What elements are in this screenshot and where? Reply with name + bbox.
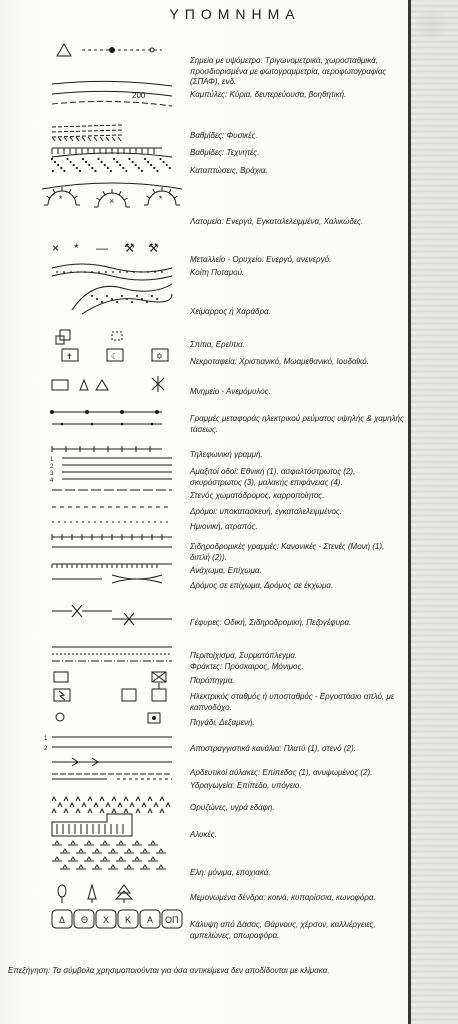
gravel-dot [98, 271, 100, 273]
monument-symbol [80, 380, 88, 390]
legend-symbol-marsh [52, 845, 182, 881]
rock-dot [125, 170, 127, 172]
gravel-dot [151, 295, 153, 297]
conifer-tree [116, 885, 132, 899]
marsh-tuft [143, 849, 147, 852]
wetland-tuft [76, 809, 80, 813]
wetland-tuft [124, 809, 128, 813]
obelisk-symbol [96, 380, 108, 390]
legend-label: Αποστραγγιστικά κανάλια: Πλατύ (1), στενό (2). [190, 744, 356, 753]
gravel-dot [96, 298, 98, 300]
marsh-tuft [111, 865, 115, 868]
quarry-tick [119, 191, 121, 194]
gravel-dot [56, 271, 58, 273]
legend-label: Νεκροταφεία: Χριστιανικό, Μωαμεθανικό, Ιουδαϊκό. [190, 357, 369, 366]
legend-label: Λατομεία: Ενεργά, Εγκαταλελειμμένα, Χαλικώδες. [190, 217, 364, 226]
gravel-dot [91, 295, 93, 297]
legend-symbol-torrent [52, 280, 182, 316]
quarry-tick [174, 196, 177, 198]
hachure [88, 137, 91, 141]
marsh-tuft [151, 857, 155, 860]
legend-label: Χείμαρρος ή Χαράδρα. [190, 307, 271, 316]
cemetery-mark: ✡ [156, 352, 163, 361]
marsh-tuft [111, 849, 115, 852]
natural-step-line [52, 135, 122, 137]
wetland-tuft [166, 803, 170, 807]
rock-dot [166, 164, 168, 166]
hachure [100, 137, 103, 141]
hachure [76, 137, 79, 141]
legend-label: Τηλεφωνική γραμμή. [190, 450, 263, 459]
gravel-dot [161, 271, 163, 273]
wetland-tuft [106, 803, 110, 807]
rock-dot [128, 158, 130, 160]
legend-label: Βαθμίδες: Τεχνητές. [190, 148, 260, 157]
wetland-tuft [112, 809, 116, 813]
hachure [106, 137, 109, 141]
wetland-tuft [130, 803, 134, 807]
legend-label: Ανάχωμα, Επίχωμα. [190, 566, 262, 575]
wetland-tuft [94, 803, 98, 807]
rock-dot [57, 164, 59, 166]
legend-label: Καμπύλες: Κύρια, δευτερεύουσα, βοηθητική. [190, 90, 347, 99]
gravel-dot [156, 298, 158, 300]
rock-dot [169, 167, 171, 169]
mine-symbol: — [96, 241, 108, 255]
index-contour [52, 91, 172, 96]
monument-box [52, 380, 68, 390]
rock-dot [150, 164, 152, 166]
quarry-tick [103, 191, 105, 194]
cover-letter: Δ [59, 915, 66, 925]
wetland-tuft [58, 803, 62, 807]
quarry-tick [153, 189, 155, 192]
rock-dot [79, 170, 81, 172]
hachure [70, 137, 73, 141]
quarry-mark: * [159, 194, 163, 204]
rock-dot [63, 170, 65, 172]
rock-dot [138, 167, 140, 169]
gravel-dot [146, 301, 148, 303]
factory-chimney-symbol [152, 689, 166, 701]
pole [91, 423, 94, 426]
wetland-tuft [112, 797, 116, 801]
cemetery-mark: ✝ [66, 352, 73, 361]
road-index: 4 [50, 478, 54, 484]
marsh-tuft [143, 865, 147, 868]
rock-dot [88, 164, 90, 166]
rock-dot [76, 167, 78, 169]
legend-label: Στενός χωματόδρομος, καρροποίητος. [190, 491, 325, 500]
gravel-dot [140, 271, 142, 273]
quarry-tick [124, 198, 127, 200]
pylon [120, 410, 124, 414]
marsh-tuft [135, 857, 139, 860]
marsh-tuft [95, 865, 99, 868]
gravel-dot [63, 271, 65, 273]
rock-dot [107, 167, 109, 169]
factory-symbol [122, 689, 136, 701]
rock-dot [85, 161, 87, 163]
legend-label: Υδραγωγεία: Επίπεδο, υπόγειο. [190, 781, 302, 790]
rock-dot [70, 161, 72, 163]
common-tree [58, 885, 66, 897]
rock-dot [97, 158, 99, 160]
gravel-dot [131, 301, 133, 303]
road-index: 1 [50, 457, 54, 463]
wetland-tuft [136, 797, 140, 801]
wetland-tuft [88, 809, 92, 813]
rock-dot [82, 158, 84, 160]
road-bridge [52, 605, 112, 617]
cypress-tree [88, 885, 96, 899]
pole [61, 423, 64, 426]
cover-letter: ΟΠ [165, 915, 179, 925]
house-symbol [60, 330, 70, 340]
gravel-dot [126, 298, 128, 300]
marsh-tuft [127, 849, 131, 852]
rock-dot [147, 161, 149, 163]
wetland-tuft [124, 797, 128, 801]
marsh-tuft [71, 857, 75, 860]
rock-dot [52, 170, 54, 172]
marsh-tuft [95, 849, 99, 852]
wetland-tuft [118, 803, 122, 807]
quarry-tick [74, 196, 77, 198]
mine-symbol: ⚒ [148, 241, 159, 255]
wetland-tuft [148, 809, 152, 813]
wetland-tuft [100, 809, 104, 813]
cover-letter: Θ [81, 915, 89, 925]
triangulation-symbol [57, 44, 71, 56]
gravel-dot [112, 271, 114, 273]
marsh-tuft [119, 857, 123, 860]
rock-dot [159, 158, 161, 160]
legend-label: Μεμονωμένα δένδρα: κοινά, κυπαρίσσια, κωνοφόρα. [190, 893, 376, 902]
legend-label: Καταπτώσεις, Βράχια. [190, 166, 268, 175]
legend-symbol-cover [52, 910, 182, 946]
hachure [82, 137, 85, 141]
gravel-dot [147, 271, 149, 273]
quarry-tick [146, 196, 149, 198]
legend-label: Πηγάδι, Δεξαμενή. [190, 718, 255, 727]
riverbank-top [52, 264, 172, 272]
explanatory-note: Επεξήγηση: Τα σύμβολα χρησιμοποιούνται για όσα αντικείμενα δεν αποδίδονται με κλίμακα. [8, 966, 330, 975]
riverbank-bottom [52, 272, 172, 280]
hachure [118, 137, 121, 141]
rock-dot [73, 164, 75, 166]
wetland-tuft [82, 803, 86, 807]
marsh-tuft [159, 865, 163, 868]
rock-dot [116, 161, 118, 163]
rock-dot [101, 161, 103, 163]
marsh-tuft [63, 865, 67, 868]
rock-dot [119, 164, 121, 166]
scan-edge [411, 0, 458, 1024]
wetland-tuft [76, 797, 80, 801]
legend-label: Ημιονική, ατραπός. [190, 522, 258, 531]
wetland-tuft [160, 809, 164, 813]
well-symbol [56, 713, 64, 721]
quarry-mark: × [109, 196, 115, 206]
natural-step-line [52, 130, 122, 132]
wetland-tuft [52, 797, 56, 801]
rock-dot [163, 161, 165, 163]
wetland-tuft [100, 797, 104, 801]
cover-letter: Α [147, 915, 154, 925]
road-in-cutting [112, 575, 162, 583]
contour-value: 200 [132, 91, 146, 100]
rock-dot [132, 161, 134, 163]
gravel-dot [84, 271, 86, 273]
wetland-tuft [52, 809, 56, 813]
legend-symbol-contour [52, 80, 182, 116]
wetland-tuft [64, 809, 68, 813]
legend-label: Γραμμές μεταφοράς ηλεκτρικού ρεύματος υψηλής & χαμηλής τάσεως. [190, 414, 404, 434]
gravel-dot [154, 271, 156, 273]
gravel-dot [111, 298, 113, 300]
marsh-tuft [103, 857, 107, 860]
pylon [155, 410, 159, 414]
rock-dot [94, 170, 96, 172]
gravel-dot [91, 271, 93, 273]
auxiliary-contour [52, 101, 172, 106]
legend-label: Μνημείο - Ανεμόμυλος. [190, 387, 271, 396]
gravel-dot [70, 271, 72, 273]
legend-symbol-bridges [52, 605, 182, 641]
gravel-dot [116, 301, 118, 303]
gravel-dot [101, 301, 103, 303]
rock-dot [54, 161, 56, 163]
rock-dot [153, 167, 155, 169]
drain-index: 2 [44, 746, 48, 752]
legend-symbol-trig [52, 40, 182, 76]
gravel-dot [106, 295, 108, 297]
pylon [85, 410, 89, 414]
shack-cross [152, 672, 166, 682]
wetland-tuft [160, 797, 164, 801]
rock-dot [113, 158, 115, 160]
wetland-tuft [148, 797, 152, 801]
gorge-edge [82, 294, 172, 314]
legend-label: Βαθμίδες: Φυσικές. [190, 131, 258, 140]
hachure [112, 137, 115, 141]
legend-label: Αρδευτικοί αύλακες: Επίπεδος (1), ανυψωμένος (2). [190, 768, 373, 777]
legend-label: Δρόμος σε επίχωμα, Δρόμος σε έκχωμα. [190, 581, 334, 590]
rock-dot [141, 170, 143, 172]
wetland-tuft [154, 803, 158, 807]
gravel-dot [141, 298, 143, 300]
pole [151, 423, 154, 426]
marsh-tuft [87, 857, 91, 860]
gravel-dot [77, 271, 79, 273]
road-index: 3 [50, 471, 54, 477]
quarry-tick [53, 189, 55, 192]
legend-label: Γέφυρες: Οδική, Σιδηροδρομική, Πεζογέφυρα. [190, 618, 352, 627]
legend-symbol-quarry [52, 185, 182, 221]
legend-label: Δρόμοι: υποκατασκευή, εγκαταλελειμμένος. [190, 507, 343, 516]
legend-label: Σιδηροδρομικές γραμμές: Κανονικές - Στενές (Μονή (1), διπλή (2)). [190, 542, 385, 562]
legend-label: Μεταλλείο - Ορυχείο: Ενεργό, ανενεργό. [190, 255, 332, 264]
reservoir-dot [152, 716, 156, 720]
legend-label: Κάλυψη από Δάσος, Θάμνους, χέρσον, καλλιέργειες, αμπελώνες, οπωροφόρα. [190, 920, 376, 940]
quarry-tick [96, 198, 99, 200]
rock-dot [91, 167, 93, 169]
legend-label: Ελη: μόνιμα, εποχιακά. [190, 868, 271, 877]
drain-index: 1 [44, 736, 48, 742]
gravel-dot [136, 295, 138, 297]
rock-dot [51, 158, 53, 160]
gravel-dot [126, 271, 128, 273]
quarry-tick [69, 189, 71, 192]
ruin-symbol [112, 332, 122, 340]
marsh-tuft [79, 849, 83, 852]
legend-label: Αλυκές. [190, 830, 217, 839]
gravel-dot [119, 271, 121, 273]
marsh-tuft [63, 849, 67, 852]
mine-symbol: × [52, 241, 60, 255]
hachure [94, 137, 97, 141]
marsh-tuft [127, 865, 131, 868]
marsh-tuft [159, 849, 163, 852]
road-index: 2 [50, 464, 54, 470]
rock-dot [122, 167, 124, 169]
main-contour [52, 81, 172, 86]
rock-dot [144, 158, 146, 160]
pole [121, 423, 124, 426]
wetland-tuft [142, 803, 146, 807]
natural-step-line [52, 125, 122, 127]
legend-label: Αμαξιτοί οδοί: Εθνική (1), ασφαλτόστρωτος (2), σκυρόστρωτος (3), μαλακής επιφάνειας (4). [190, 467, 356, 487]
hachure [58, 137, 61, 141]
rock-dot [135, 164, 137, 166]
legend-label: Σημεία με υψόμετρο: Τριγωνομετρικά, χωροσταθμικά, προσδιορισμένα με φωτογραμμετρία, αεροφωτογραφίας (ΣΠΑΦ), ενδ. [190, 56, 387, 86]
legend-label: Περιτοίχισμα, Συρματόπλεγμα. [190, 651, 298, 660]
legend-symbol-powerlines [52, 408, 182, 444]
rock-dot [156, 170, 158, 172]
gravel-dot [133, 271, 135, 273]
rock-dot [60, 167, 62, 169]
quarry-tick [169, 189, 171, 192]
legend-label: Ηλεκτρικός σταθμός ή υποσταθμός - Εργοστάσιο απλό, με καπνοδόχο. [190, 692, 395, 712]
rock-dot [110, 170, 112, 172]
quarry-mark: * [59, 194, 63, 204]
marsh-tuft [79, 865, 83, 868]
wetland-tuft [88, 797, 92, 801]
quarry-tick [46, 196, 49, 198]
legend-label: Φράκτες: Πρόσκαιρος, Μόνιμος. [190, 662, 304, 671]
legend-label: Ορυζώνες, υγρά εδάφη. [190, 803, 275, 812]
legend-label: Σπίτια, Ερείπια. [190, 340, 245, 349]
lightning-mark [59, 691, 65, 700]
legend-label: Παράπηγμα. [190, 676, 235, 685]
rock-dot [66, 158, 68, 160]
legend-label: Κοίτη Ποταμού. [190, 268, 245, 277]
hachure [64, 137, 67, 141]
shack-symbol [54, 672, 68, 682]
rock-dot [104, 164, 106, 166]
cover-letter: Χ [103, 915, 110, 925]
wetland-tuft [64, 797, 68, 801]
wetland-tuft [136, 809, 140, 813]
pylon [50, 410, 54, 414]
cemetery-mark: ☾ [111, 352, 119, 361]
mine-symbol: ⚒ [124, 241, 135, 255]
gravel-dot [105, 271, 107, 273]
hachure [52, 137, 55, 141]
gravel-dot [121, 295, 123, 297]
cover-letter: Κ [125, 915, 132, 925]
page-title: ΥΠΟΜΝΗΜΑ [169, 6, 301, 22]
marsh-tuft [55, 857, 59, 860]
mine-symbol: * [74, 241, 79, 255]
wetland-tuft [70, 803, 74, 807]
